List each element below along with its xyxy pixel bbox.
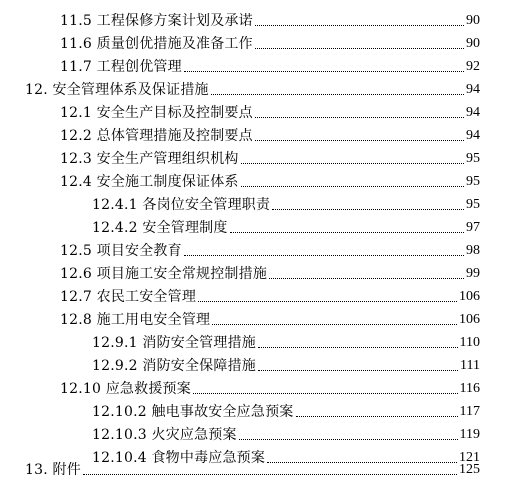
toc-entry[interactable] [25, 77, 480, 99]
toc-entry-page: 125 [459, 462, 480, 477]
toc-leader-dots [83, 473, 457, 475]
toc-leader-dots [258, 369, 458, 371]
toc-entry-label: 12.6 项目施工安全常规控制措施 [60, 266, 268, 282]
toc-leader-dots [241, 185, 464, 187]
toc-entry-page: 106 [459, 312, 480, 327]
toc-entry-label: 12.7 农民工安全管理 [60, 289, 197, 305]
toc-leader-dots [184, 70, 464, 72]
toc-leader-dots [255, 116, 464, 118]
toc-entry-label: 13. 附件 [25, 462, 81, 478]
toc-entry-label: 11.5 工程保修方案计划及承诺 [60, 13, 253, 29]
toc-entry-page: 111 [460, 358, 480, 373]
toc-entry-page: 121 [459, 450, 480, 465]
toc-entry-page: 94 [466, 128, 480, 143]
toc-entry[interactable] [25, 457, 480, 479]
toc-entry-page: 92 [466, 59, 480, 74]
toc-leader-dots [239, 438, 458, 440]
toc-entry-label: 12.10.4 食物中毒应急预案 [92, 450, 266, 466]
toc-entry-page: 99 [466, 266, 480, 281]
toc-entry-page: 97 [466, 220, 480, 235]
toc-entry[interactable] [60, 31, 480, 53]
toc-leader-dots [193, 392, 458, 394]
toc-entry-label: 12.4.2 安全管理制度 [92, 220, 228, 236]
toc-leader-dots [230, 231, 464, 233]
toc-entry[interactable] [60, 54, 480, 76]
toc-leader-dots [241, 162, 464, 164]
toc-entry[interactable] [92, 399, 480, 421]
toc-entry-label: 11.7 工程创优管理 [60, 59, 182, 75]
toc-entry-page: 106 [459, 289, 480, 304]
toc-entry-label: 12.5 项目安全教育 [60, 243, 182, 259]
toc-entry[interactable] [60, 123, 480, 145]
toc-leader-dots [272, 208, 464, 210]
toc-entry-page: 119 [459, 427, 480, 442]
toc-entry-label: 12.9.2 消防安全保障措施 [92, 358, 256, 374]
toc-leader-dots [269, 277, 464, 279]
toc-entry-page: 95 [466, 197, 480, 212]
toc-entry[interactable] [60, 284, 480, 306]
toc-entry-label: 12.4 安全施工制度保证体系 [60, 174, 239, 190]
toc-entry[interactable] [60, 261, 480, 283]
toc-entry-page: 94 [466, 82, 480, 97]
toc-entry-page: 98 [466, 243, 480, 258]
toc-entry-page: 95 [466, 151, 480, 166]
toc-leader-dots [255, 47, 464, 49]
toc-entry-label: 12.9.1 消防安全管理措施 [92, 335, 256, 351]
toc-entry-label: 12.8 施工用电安全管理 [60, 312, 211, 328]
toc-entry-label: 11.6 质量创优措施及准备工作 [60, 36, 253, 52]
toc-entry[interactable] [60, 169, 480, 191]
toc-entry-label: 12.4.1 各岗位安全管理职责 [92, 197, 271, 213]
toc-entry[interactable] [60, 146, 480, 168]
toc-leader-dots [211, 93, 464, 95]
toc-entry-label: 12.10.2 触电事故安全应急预案 [92, 404, 294, 420]
toc-entry[interactable] [92, 215, 480, 237]
toc-entry-page: 116 [459, 381, 480, 396]
toc-entry-label: 12.10.3 火灾应急预案 [92, 427, 237, 443]
toc-entry-label: 12.10 应急救援预案 [60, 381, 191, 397]
toc-entry-page: 117 [459, 404, 480, 419]
toc-entry[interactable] [92, 353, 480, 375]
toc-leader-dots [296, 415, 458, 417]
toc-leader-dots [255, 139, 464, 141]
toc-entry-page: 90 [466, 36, 480, 51]
toc-entry-label: 12.3 安全生产管理组织机构 [60, 151, 239, 167]
toc-entry[interactable] [60, 100, 480, 122]
toc-entry[interactable] [60, 238, 480, 260]
toc-entry-page: 95 [466, 174, 480, 189]
toc-entry-page: 94 [466, 105, 480, 120]
toc-entry-page: 110 [459, 335, 480, 350]
toc-leader-dots [212, 323, 457, 325]
toc-entry[interactable] [92, 192, 480, 214]
toc-entry[interactable] [60, 8, 480, 30]
toc-entry[interactable] [60, 307, 480, 329]
toc-leader-dots [255, 24, 464, 26]
toc-entry-label: 12.1 安全生产目标及控制要点 [60, 105, 253, 121]
toc-entry-label: 12. 安全管理体系及保证措施 [25, 82, 209, 98]
toc-leader-dots [198, 300, 457, 302]
toc-leader-dots [184, 254, 464, 256]
toc-leader-dots [258, 346, 458, 348]
toc-entry[interactable] [92, 422, 480, 444]
toc-entry-page: 90 [466, 13, 480, 28]
toc-entry-label: 12.2 总体管理措施及控制要点 [60, 128, 253, 144]
toc-entry[interactable] [92, 330, 480, 352]
toc-entry[interactable] [60, 376, 480, 398]
